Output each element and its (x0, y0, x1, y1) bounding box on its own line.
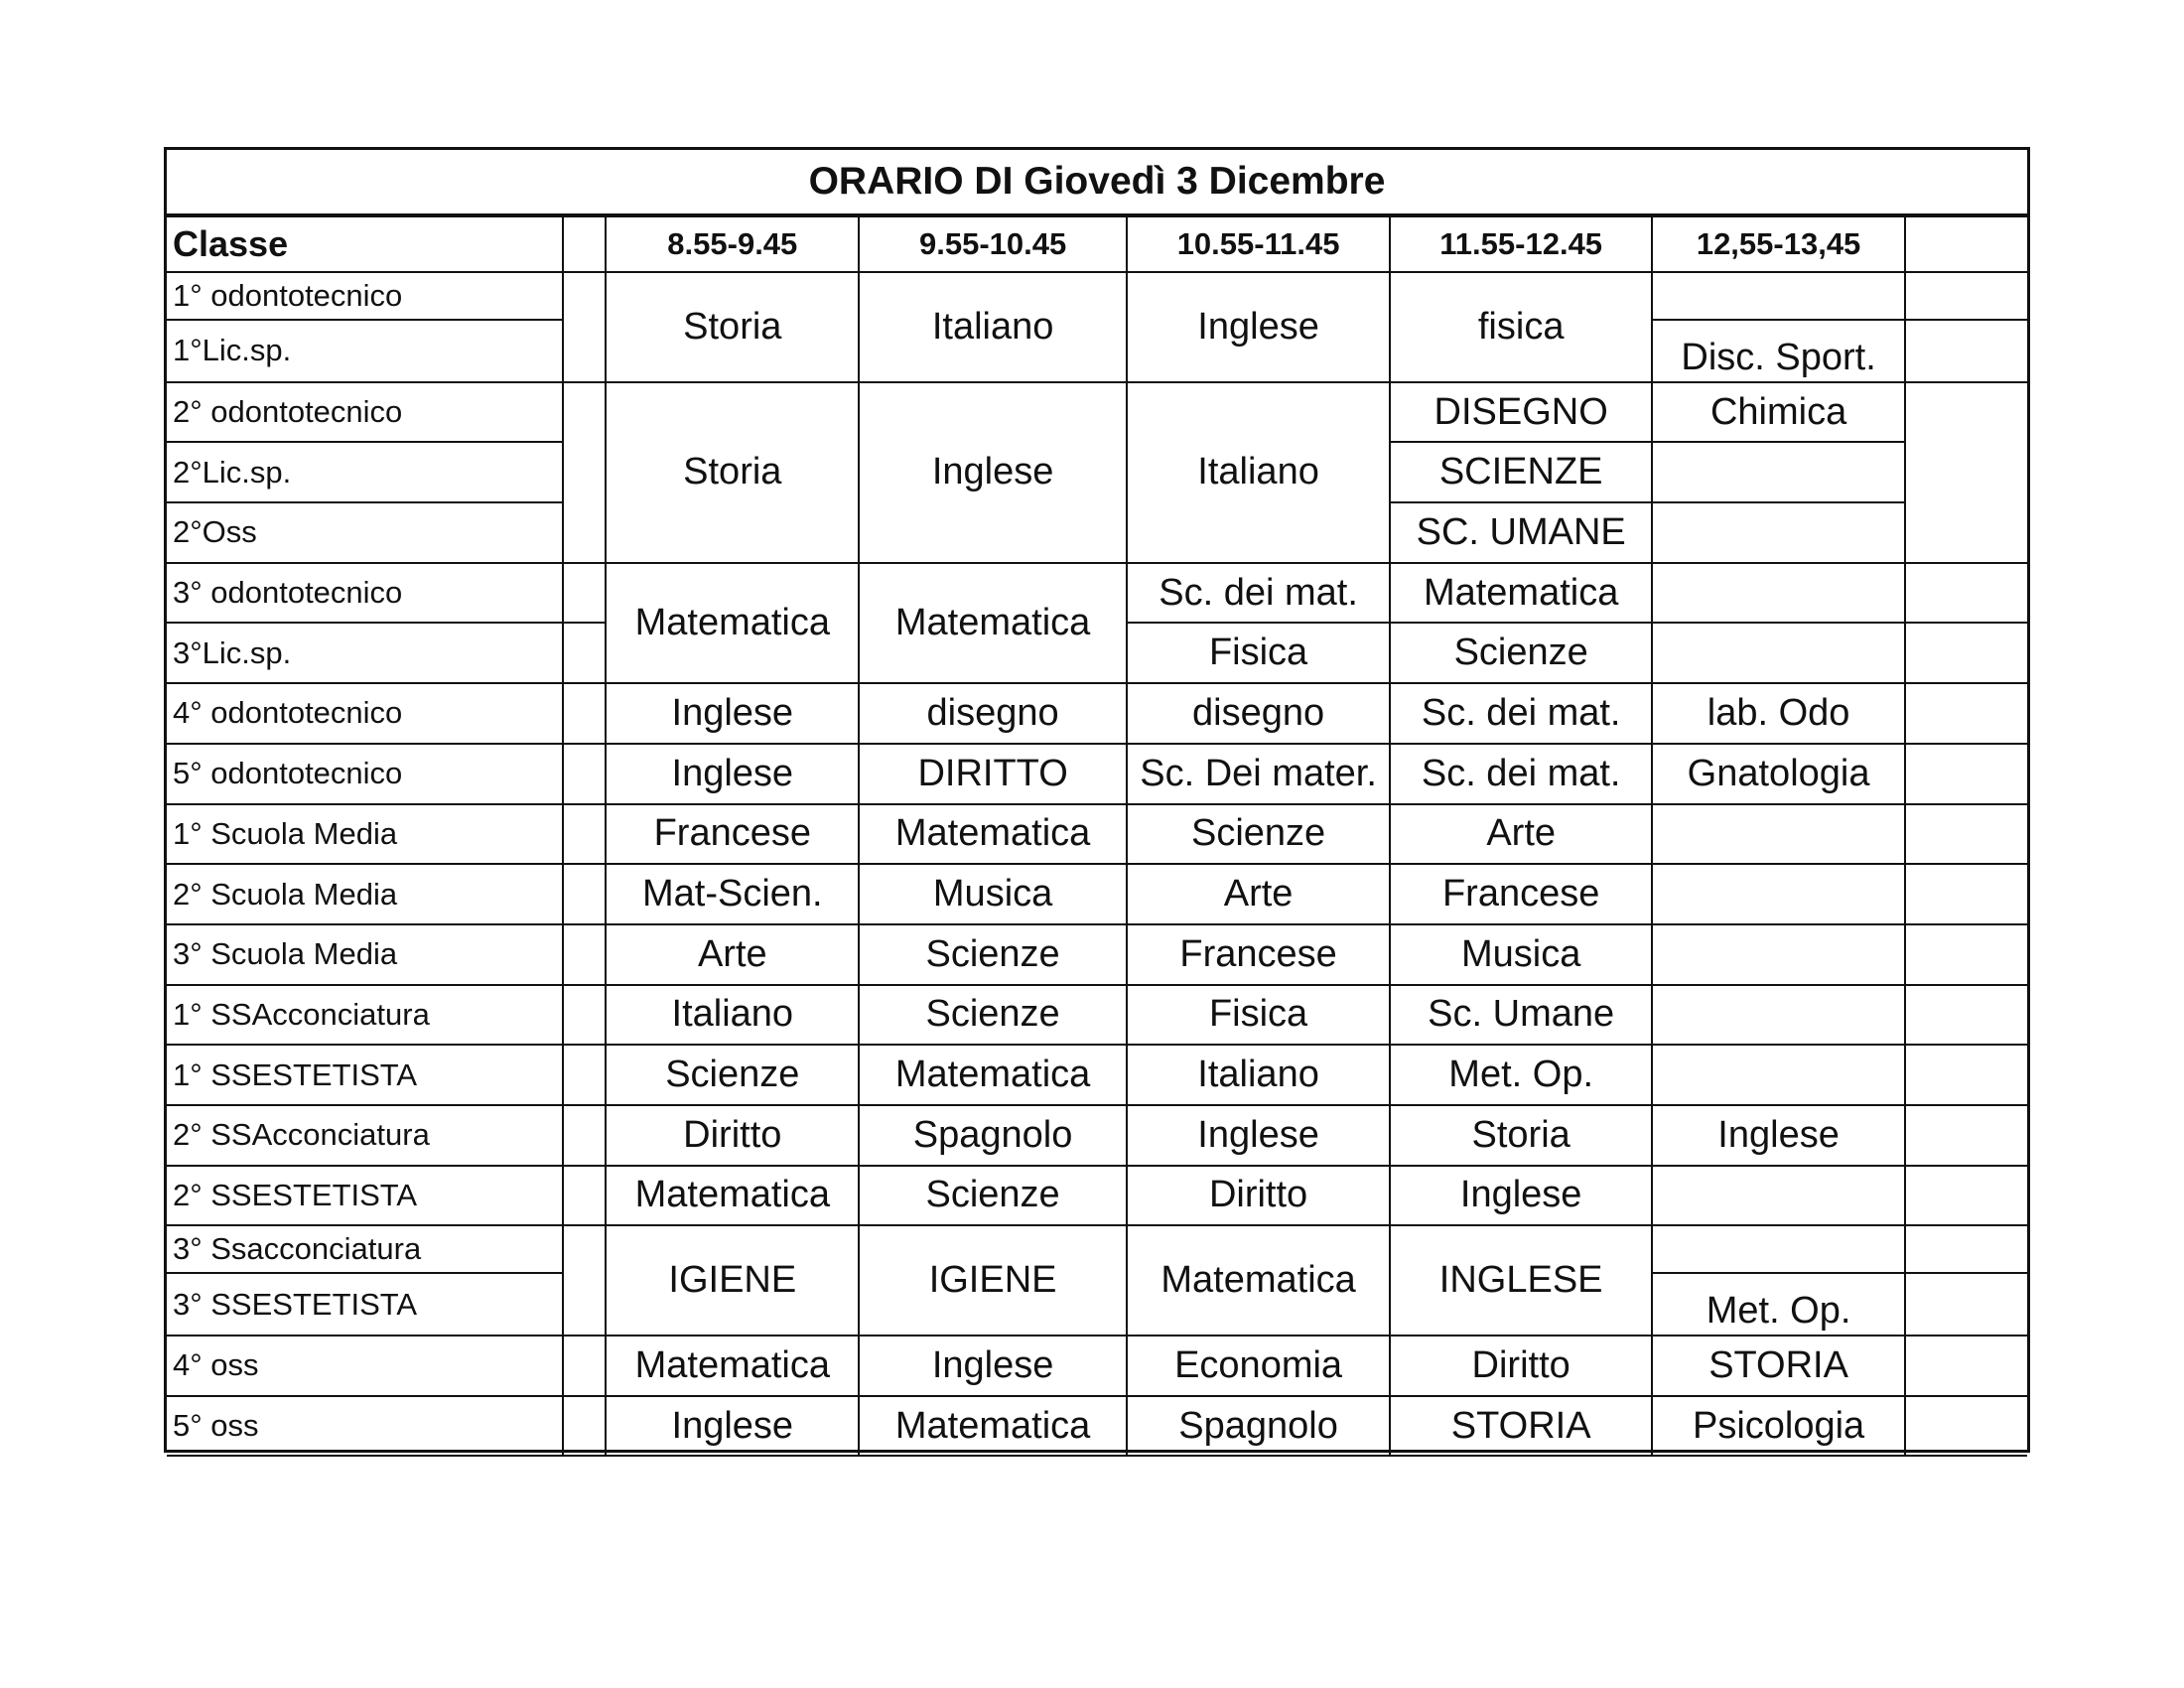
subject-cell: Psicologia (1652, 1396, 1905, 1457)
spacer-cell (563, 1396, 607, 1457)
subject-cell (1652, 1045, 1905, 1105)
header-slot-3: 10.55-11.45 (1127, 216, 1391, 272)
spacer-cell (563, 563, 607, 624)
subject-cell: Spagnolo (1127, 1396, 1391, 1457)
subject-cell: Inglese (606, 1396, 859, 1457)
subject-cell (1652, 623, 1905, 683)
subject-cell: Italiano (1127, 382, 1391, 563)
subject-cell: Inglese (606, 683, 859, 744)
schedule-sheet (164, 147, 2030, 1453)
class-name: 3°Lic.sp. (167, 623, 563, 683)
subject-cell (1652, 1225, 1905, 1273)
subject-cell: Matematica (1127, 1225, 1391, 1336)
subject-cell (1652, 502, 1905, 563)
subject-cell: Scienze (1127, 804, 1391, 865)
table-row (167, 1045, 2027, 1105)
header-slot-2: 9.55-10.45 (859, 216, 1126, 272)
subject-cell: Arte (1127, 864, 1391, 924)
tail-cell (1905, 1273, 2027, 1336)
class-name: 2°Oss (167, 502, 563, 563)
subject-cell: Met. Op. (1390, 1045, 1651, 1105)
tail-cell (1905, 985, 2027, 1046)
subject-cell: Matematica (606, 563, 859, 683)
subject-cell (1652, 272, 1905, 320)
class-name: 2° SSAcconciatura (167, 1105, 563, 1166)
table-row (167, 683, 2027, 744)
subject-cell (1652, 985, 1905, 1046)
tail-cell (1905, 216, 2027, 272)
subject-cell: fisica (1390, 272, 1651, 382)
subject-cell: INGLESE (1390, 1225, 1651, 1336)
subject-cell: Spagnolo (859, 1105, 1126, 1166)
subject-cell: Diritto (1390, 1336, 1651, 1396)
subject-cell: Matematica (859, 563, 1126, 683)
tail-cell (1905, 563, 2027, 624)
subject-cell (1652, 924, 1905, 985)
subject-cell: Inglese (606, 744, 859, 804)
table-row (167, 1225, 2027, 1273)
subject-cell: DISEGNO (1390, 382, 1651, 443)
subject-cell: Matematica (859, 804, 1126, 865)
header-slot-5: 12,55-13,45 (1652, 216, 1905, 272)
spacer-cell (563, 985, 607, 1046)
tail-cell (1905, 1336, 2027, 1396)
table-row (167, 985, 2027, 1046)
subject-cell: Scienze (1390, 623, 1651, 683)
class-name: 1° Scuola Media (167, 804, 563, 865)
subject-cell: Scienze (859, 985, 1126, 1046)
spacer-cell (563, 1225, 607, 1336)
spacer-cell (563, 744, 607, 804)
subject-cell: Arte (1390, 804, 1651, 865)
subject-cell: Musica (859, 864, 1126, 924)
subject-cell: Sc. dei mat. (1127, 563, 1391, 624)
header-classe: Classe (167, 216, 563, 272)
subject-cell: Inglese (859, 382, 1126, 563)
subject-cell: Italiano (1127, 1045, 1391, 1105)
header-row (167, 216, 2027, 272)
tail-cell (1905, 382, 2027, 563)
subject-cell: Matematica (859, 1396, 1126, 1457)
table-row (167, 1336, 2027, 1396)
subject-cell: Mat-Scien. (606, 864, 859, 924)
subject-cell: Francese (1127, 924, 1391, 985)
class-name: 5° oss (167, 1396, 563, 1457)
subject-cell: IGIENE (859, 1225, 1126, 1336)
subject-cell: Sc. dei mat. (1390, 744, 1651, 804)
table-row (167, 924, 2027, 985)
subject-cell: Matematica (859, 1045, 1126, 1105)
class-name: 1° odontotecnico (167, 272, 563, 320)
subject-cell: Scienze (859, 1166, 1126, 1226)
class-name: 1° SSESTETISTA (167, 1045, 563, 1105)
spacer-cell (563, 1045, 607, 1105)
class-name: 5° odontotecnico (167, 744, 563, 804)
subject-cell (1652, 442, 1905, 502)
table-row (167, 864, 2027, 924)
tail-cell (1905, 864, 2027, 924)
tail-cell (1905, 1166, 2027, 1226)
spacer-cell (563, 924, 607, 985)
subject-cell: lab. Odo (1652, 683, 1905, 744)
subject-cell: Sc. Dei mater. (1127, 744, 1391, 804)
subject-cell: Fisica (1127, 623, 1391, 683)
subject-cell: IGIENE (606, 1225, 859, 1336)
subject-cell: Fisica (1127, 985, 1391, 1046)
subject-cell: Inglese (1652, 1105, 1905, 1166)
class-name: 2° odontotecnico (167, 382, 563, 443)
subject-cell: Inglese (1390, 1166, 1651, 1226)
header-slot-1: 8.55-9.45 (606, 216, 859, 272)
subject-cell: Inglese (1127, 272, 1391, 382)
subject-cell: Francese (606, 804, 859, 865)
subject-cell: Sc. Umane (1390, 985, 1651, 1046)
class-name: 1°Lic.sp. (167, 320, 563, 382)
subject-cell: Diritto (606, 1105, 859, 1166)
table-row (167, 563, 2027, 624)
subject-cell: Storia (606, 382, 859, 563)
spacer-cell (563, 623, 607, 683)
subject-cell: SC. UMANE (1390, 502, 1651, 563)
header-slot-4: 11.55-12.45 (1390, 216, 1651, 272)
subject-cell: Gnatologia (1652, 744, 1905, 804)
spacer-cell (563, 382, 607, 563)
subject-cell: Storia (606, 272, 859, 382)
table-row (167, 744, 2027, 804)
subject-cell: Italiano (859, 272, 1126, 382)
tail-cell (1905, 623, 2027, 683)
subject-cell: Matematica (606, 1166, 859, 1226)
subject-cell: Met. Op. (1652, 1273, 1905, 1336)
tail-cell (1905, 683, 2027, 744)
tail-cell (1905, 1396, 2027, 1457)
schedule-table (167, 215, 2027, 1457)
subject-cell: Inglese (1127, 1105, 1391, 1166)
spacer-cell (563, 683, 607, 744)
tail-cell (1905, 924, 2027, 985)
subject-cell: DIRITTO (859, 744, 1126, 804)
table-row (167, 272, 2027, 320)
subject-cell: SCIENZE (1390, 442, 1651, 502)
subject-cell (1652, 1166, 1905, 1226)
spacer-cell (563, 804, 607, 865)
class-name: 2° SSESTETISTA (167, 1166, 563, 1226)
class-name: 3° odontotecnico (167, 563, 563, 624)
subject-cell: Matematica (1390, 563, 1651, 624)
subject-cell: Inglese (859, 1336, 1126, 1396)
class-name: 2° Scuola Media (167, 864, 563, 924)
subject-cell: Storia (1390, 1105, 1651, 1166)
subject-cell: Scienze (606, 1045, 859, 1105)
subject-cell (1652, 563, 1905, 624)
class-name: 2°Lic.sp. (167, 442, 563, 502)
spacer-cell (563, 1336, 607, 1396)
spacer-cell (563, 272, 607, 382)
table-row (167, 1105, 2027, 1166)
subject-cell (1652, 864, 1905, 924)
tail-cell (1905, 320, 2027, 382)
subject-cell: STORIA (1652, 1336, 1905, 1396)
subject-cell: Chimica (1652, 382, 1905, 443)
tail-cell (1905, 744, 2027, 804)
subject-cell: disegno (1127, 683, 1391, 744)
subject-cell: Musica (1390, 924, 1651, 985)
spacer-cell (563, 864, 607, 924)
class-name: 4° oss (167, 1336, 563, 1396)
subject-cell: Sc. dei mat. (1390, 683, 1651, 744)
schedule-title: ORARIO DI Giovedì 3 Dicembre (167, 150, 2027, 215)
subject-cell: Italiano (606, 985, 859, 1046)
tail-cell (1905, 1225, 2027, 1273)
subject-cell: Diritto (1127, 1166, 1391, 1226)
subject-cell: Disc. Sport. (1652, 320, 1905, 382)
subject-cell: Economia (1127, 1336, 1391, 1396)
table-row (167, 1166, 2027, 1226)
tail-cell (1905, 272, 2027, 320)
subject-cell: STORIA (1390, 1396, 1651, 1457)
class-name: 3° SSESTETISTA (167, 1273, 563, 1336)
spacer-cell (563, 216, 607, 272)
subject-cell: Francese (1390, 864, 1651, 924)
class-name: 3° Scuola Media (167, 924, 563, 985)
class-name: 1° SSAcconciatura (167, 985, 563, 1046)
tail-cell (1905, 1105, 2027, 1166)
spacer-cell (563, 1166, 607, 1226)
tail-cell (1905, 1045, 2027, 1105)
table-row (167, 382, 2027, 443)
subject-cell: disegno (859, 683, 1126, 744)
subject-cell: Scienze (859, 924, 1126, 985)
subject-cell: Matematica (606, 1336, 859, 1396)
table-row (167, 804, 2027, 865)
subject-cell: Arte (606, 924, 859, 985)
tail-cell (1905, 804, 2027, 865)
class-name: 4° odontotecnico (167, 683, 563, 744)
spacer-cell (563, 1105, 607, 1166)
table-row (167, 1396, 2027, 1457)
class-name: 3° Ssacconciatura (167, 1225, 563, 1273)
subject-cell (1652, 804, 1905, 865)
